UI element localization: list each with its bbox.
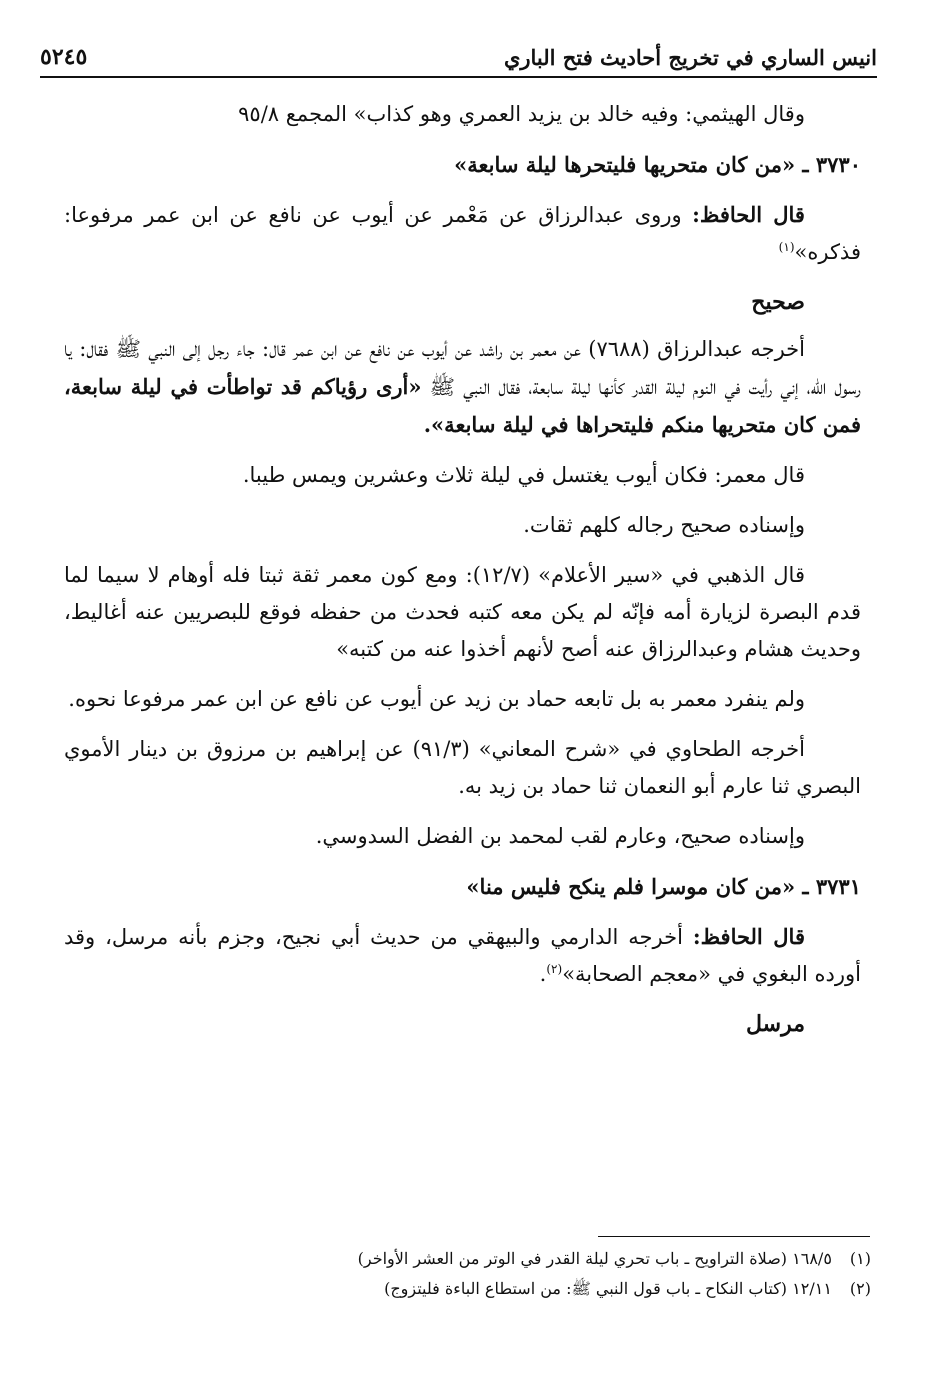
hafiz-text-2: أخرجه الدارمي والبيهقي من حديث أبي نجيح، وجزم بأنه مرسل، وقد أورده البغوي في «معجم الصحابة» — [64, 925, 861, 986]
hadith-matn: «أرى رؤياكم قد تواطأت في ليلة سابعة، فمن كان متحريها منكم فليتحراها في ليلة سابعة». — [64, 374, 861, 437]
footnote-item — [200, 1274, 871, 1304]
paragraph-haythami: وقال الهيثمي: وفيه خالد بن يزيد العمري وهو كذاب» المجمع ٩٥/٨ — [238, 102, 805, 126]
paragraph-hafiz-2 — [64, 918, 861, 993]
hadith-heading-3731: ٣٧٣١ ـ «من كان موسرا فلم ينكح فليس منا» — [466, 874, 861, 899]
footnote-ref-1: (١) — [778, 240, 795, 254]
hafiz-label: قال الحافظ: — [692, 202, 805, 227]
hafiz-text: وروى عبدالرزاق عن مَعْمر عن أيوب عن نافع عن ابن عمر مرفوعا: فذكره» — [64, 203, 861, 264]
paragraph-hafiz-1 — [64, 196, 861, 271]
page-number: ٥٢٤٥ — [40, 44, 88, 70]
hafiz-label-2: قال الحافظ: — [692, 924, 805, 949]
paragraph-mutabaa: ولم ينفرد معمر به بل تابعه حماد بن زيد عن أيوب عن نافع عن ابن عمر مرفوعا نحوه. — [68, 687, 805, 711]
footnote-number: (٢) — [849, 1279, 871, 1298]
footnote-text: ١٦٨/٥ (صلاة التراويح ـ باب تحري ليلة القدر في الوتر من العشر الأواخر) — [357, 1249, 832, 1268]
footnote-text: ١٢/١١ (كتاب النكاح ـ باب قول النبي ﷺ: من استطاع الباءة فليتزوج) — [384, 1279, 832, 1298]
paragraph-takhrij-abdurrazzaq — [64, 331, 861, 444]
grade-mursal: مرسل — [745, 1011, 805, 1037]
paragraph-dhahabi: قال الذهبي في «سير الأعلام» (١٢/٧): ومع كون معمر ثقة ثبتا فله أوهام لا سيما لما قدم البصرة لزيارة أمه فإنّه لم يكن معه كتبه فحدث من حفظه فوقع للبصريين عنه أغاليط، وحديث هشام وعبدالرزاق عنه أصح لأنهم أخذوا عنه من كتبه» — [64, 563, 861, 661]
footnotes — [200, 1244, 871, 1304]
sentence-end: . — [539, 962, 547, 986]
hadith-heading-3730: ٣٧٣٠ ـ «من كان متحريها فليتحرها ليلة سابعة» — [454, 152, 861, 177]
footnote-item — [200, 1244, 871, 1274]
running-header — [40, 34, 877, 78]
footnote-ref-2: (٢) — [546, 962, 563, 976]
book-title: انيس الساري في تخريج أحاديث فتح الباري — [503, 45, 877, 70]
page-body — [64, 96, 861, 1053]
paragraph-mamar: قال معمر: فكان أيوب يغتسل في ليلة ثلاث وعشرين ويمس طيبا. — [242, 463, 805, 487]
grade-sahih: صحيح — [751, 289, 805, 315]
takhrij-text: أخرجه عبدالرزاق (٧٦٨٨) عن معمر بن راشد عن أيوب عن نافع عن ابن عمر قال: جاء رجل إلى النبي ﷺ فقال: يا رسول الله، إني رأيت في النوم ليلة القدر كأنها ليلة سابعة، فقال النبي ﷺ — [64, 337, 861, 399]
footnote-number: (١) — [849, 1249, 871, 1268]
paragraph-isnad-2: وإسناده صحيح، وعارم لقب لمحمد بن الفضل السدوسي. — [315, 824, 805, 848]
footnote-separator — [598, 1236, 870, 1237]
paragraph-tahawi: أخرجه الطحاوي في «شرح المعاني» (٩١/٣) عن إبراهيم بن مرزوق بن دينار الأموي البصري ثنا عارم أبو النعمان ثنا حماد بن زيد به. — [64, 737, 861, 798]
paragraph-isnad-1: وإسناده صحيح رجاله كلهم ثقات. — [523, 513, 805, 537]
